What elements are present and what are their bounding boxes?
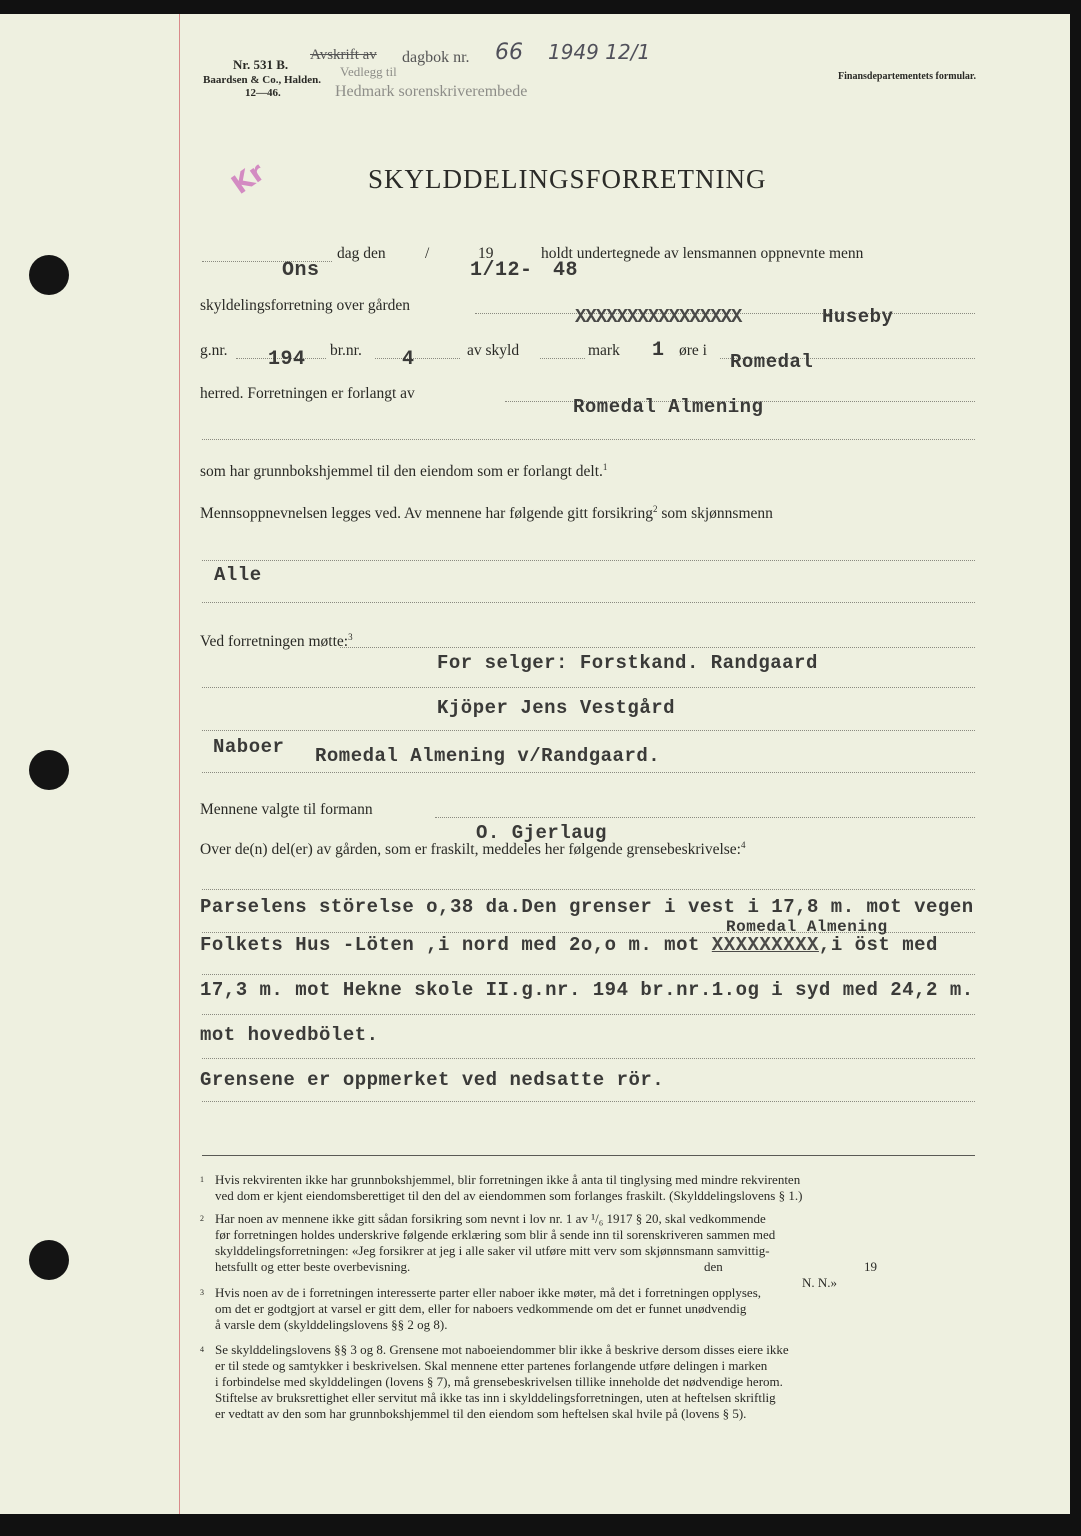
farm-name-value: Huseby	[822, 306, 894, 328]
label-year: 19	[478, 245, 494, 262]
label-held: holdt undertegnede av lensmannen oppnevnte menn	[541, 245, 864, 262]
present-seller: For selger: Forstkand. Randgaard	[437, 652, 818, 674]
margin-stamp: Kr	[226, 157, 271, 201]
text-assessors-label: Mennsoppnevnelsen legges ved. Av mennene har følgende gitt forsikring$^2$ som skjønnsmenn	[200, 504, 773, 523]
footnote-3: $^3$ Hvis noen av de i forretningen interesserte parter eller naboer ikke møter, må det i forretningen opplyses, om det er godtgjort at varsel er gitt dem, eller for naboers vedkommende om det er funnet unødvendig å varsle dem (skylddelingslovens §§ 2 og 8).	[200, 1285, 762, 1332]
boundary-insert: Romedal Almening	[726, 918, 888, 936]
farm-struck-text: XXXXXXXXXXXXXXXX	[575, 306, 742, 328]
label-farm: skyldelingsforretning over gården	[200, 297, 411, 314]
boundary-line-2: Folkets Hus -Löten ,i nord med 2o,o m. mot XXXXXXXXX,i öst med	[200, 934, 938, 956]
date-value: 1/12-	[470, 259, 533, 282]
neighbours-value: Romedal Almening v/Randgaard.	[315, 745, 661, 767]
document-page	[0, 14, 1070, 1514]
printer-name: Baardsen & Co., Halden.	[203, 74, 321, 86]
chairman-value: O. Gjerlaug	[476, 822, 607, 844]
footnote-2: $^2$ Har noen av mennene ikke gitt sådan forsikring som nevnt i lov nr. 1 av ¹/₆ 1917 § 20, skal vedkommende før forretningen holdes underskrive følgende erklæring som blir å sende inn til sorenskriveren sammen med skylddelingsforretningen: «Jeg forsikrer at jeg i alle saker vil utføre mitt verv som skjønnsmann samvittig- hetsfullt og etter beste overbevisning. den 19 N. N.»	[200, 1211, 877, 1290]
label-slash: /	[425, 245, 430, 262]
gnr-value: 194	[268, 348, 306, 371]
form-number: Nr. 531 B.	[233, 57, 289, 72]
copy-label-faded: Vedlegg til	[340, 64, 397, 79]
boundary-line-3: 17,3 m. mot Hekne skole II.g.nr. 194 br.nr.1.og i syd med 24,2 m.	[200, 979, 974, 1001]
label-gnr: g.nr.	[200, 342, 228, 359]
weekday-value: Ons	[282, 259, 320, 282]
boundary-line-5: Grensene er oppmerket ved nedsatte rör.	[200, 1069, 665, 1091]
text-grunnbok: som har grunnbokshjemmel til den eiendom som er forlangt delt.$^1$	[200, 462, 608, 481]
red-margin-line	[179, 14, 180, 1514]
punch-hole-icon	[29, 1240, 69, 1280]
present-buyer: Kjöper Jens Vestgård	[437, 697, 676, 719]
label-bnr: br.nr.	[330, 342, 362, 359]
label-day: dag den	[337, 245, 386, 262]
boundary-line-1: Parselens störelse o,38 da.Den grenser i vest i 17,8 m. mot vegen	[200, 896, 974, 918]
office-stamp: Hedmark sorenskriverembede	[335, 83, 528, 100]
dagbok-date: 1949 12/1	[548, 40, 651, 64]
punch-hole-icon	[29, 750, 69, 790]
label-chairman: Mennene valgte til formann	[200, 801, 373, 818]
dagbok-label: dagbok nr.	[402, 49, 470, 66]
assessors-value: Alle	[214, 564, 262, 586]
label-boundary: Over de(n) del(er) av gården, som er fraskilt, meddeles her følgende grensebeskrivelse:$^4$	[200, 840, 746, 859]
label-mark: mark	[588, 342, 620, 359]
label-requested-by: herred. Forretningen er forlangt av	[200, 385, 415, 402]
boundary-line-4: mot hovedbölet.	[200, 1024, 379, 1046]
municipality-value: Romedal	[730, 351, 814, 373]
punch-hole-icon	[29, 255, 69, 295]
label-ore: øre i	[679, 342, 707, 359]
bnr-value: 4	[402, 348, 415, 371]
dagbok-number: 66	[495, 40, 523, 65]
year-value: 48	[553, 259, 579, 282]
ministry-form: Finansdepartementets formular.	[838, 71, 976, 82]
footnote-divider	[202, 1155, 975, 1156]
label-present: Ved forretningen møtte:$^3$	[200, 632, 353, 651]
neighbours-label: Naboer	[213, 736, 285, 758]
footnote-4: $^4$ Se skylddelingslovens §§ 3 og 8. Grensene mot naboeiendommer blir ikke å beskrive dersom disses eiere ikke er til stede og samtykker i beskrivelsen. Skal mennene etter partenes forlangende utføre delingen i marken i forbindelse med skylddelingen (lovens § 7), må grensebeskrivelsen tillike inneholde det nødvendige herom. Stiftelse av bruksrettighet eller servitut må ikke tas inn i skylddelingsforretningen, uten at heftelsen skriftlig er vedtatt av den som har grunnbokshjemmel til den eiendom som heftelsen skal hvile på (lovens § 5).	[200, 1342, 789, 1421]
print-date: 12—46.	[245, 87, 281, 99]
label-skyld: av skyld	[467, 342, 520, 359]
page-title: SKYLDDELINGSFORRETNING	[368, 164, 767, 194]
footnote-1: $^1$ Hvis rekvirenten ikke har grunnbokshjemmel, blir forretningen ikke å anta til tinglysing med mindre rekvirenten ved dom er kjent eiendomsberettiget til den del av eiendommen som forlanges fraskilt. (Skylddelingslovens § 1.)	[200, 1172, 803, 1203]
mark-value: 1	[652, 339, 665, 362]
copy-label-struck: Avskrift av	[310, 47, 377, 63]
requested-by-value: Romedal Almening	[573, 396, 764, 418]
